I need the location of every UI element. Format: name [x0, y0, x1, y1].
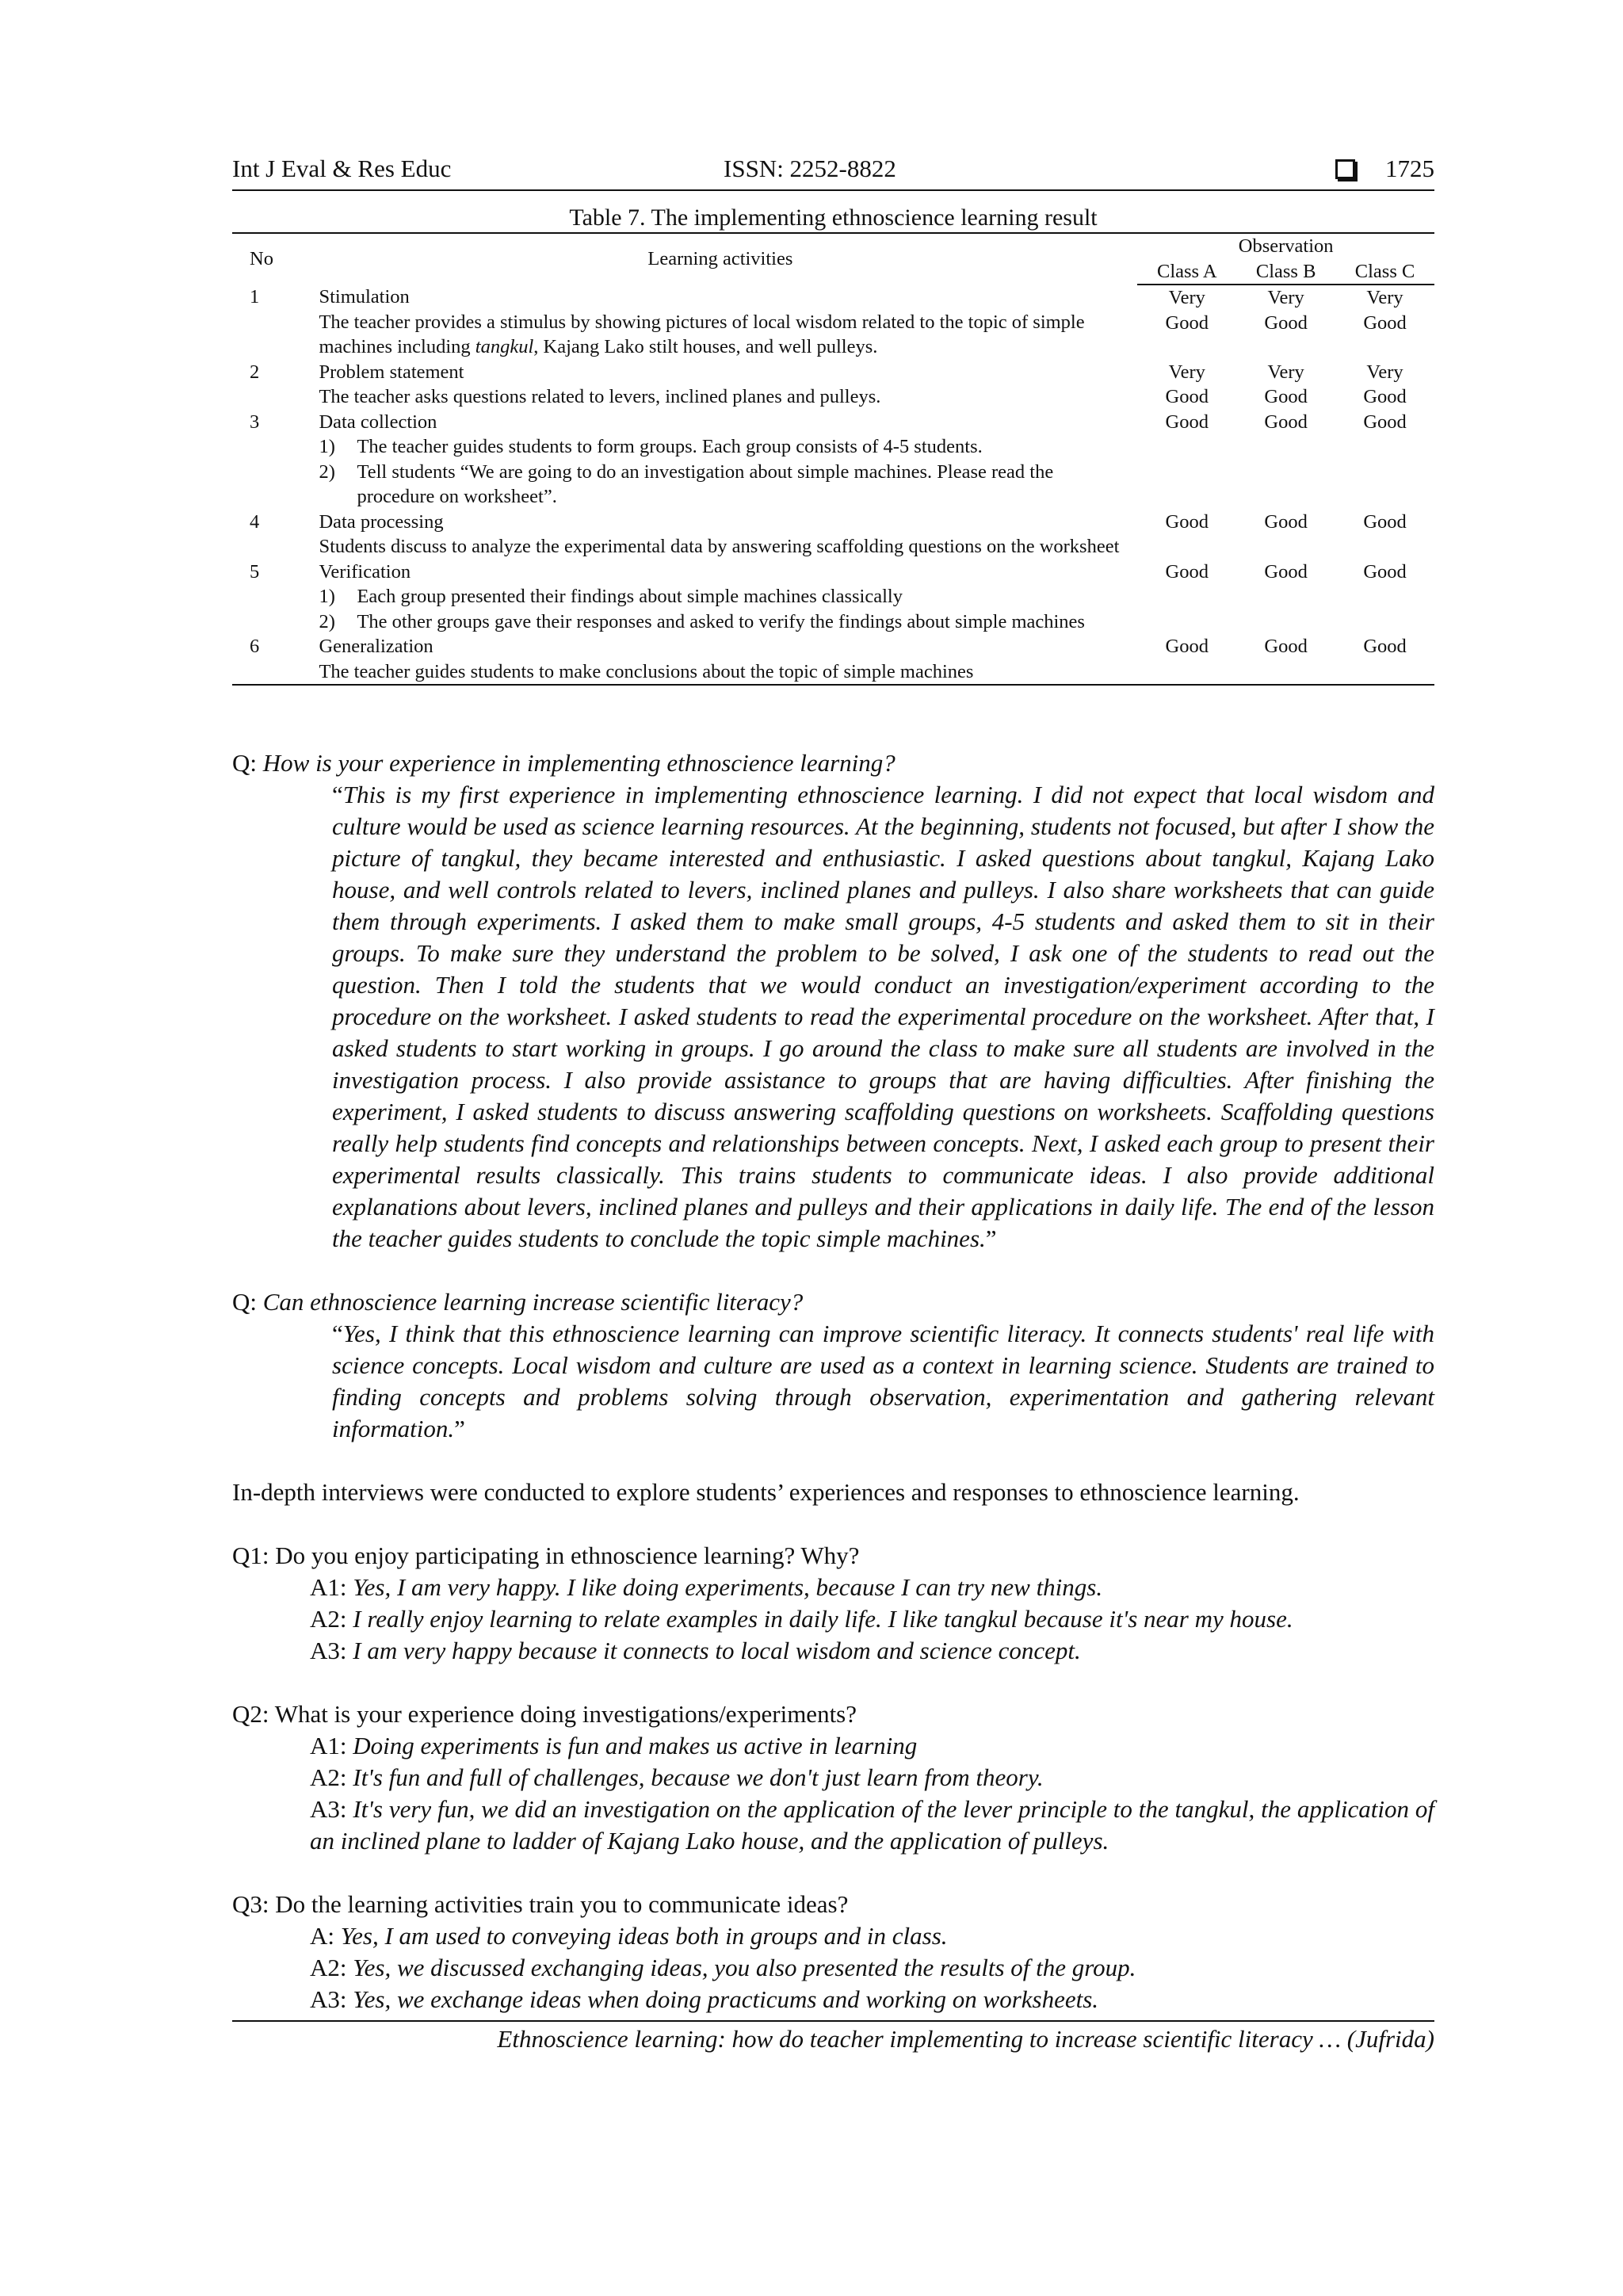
question: Q3: Do the learning activities train you to communicate ideas? [232, 1890, 849, 1918]
table-row [232, 285, 1434, 360]
question: Q2: What is your experience doing investigations/experiments? [232, 1700, 857, 1728]
issn: ISSN: 2252-8822 [724, 155, 896, 182]
teacher-answer: “This is my first experience in implementing ethnoscience learning. I did not expect that local wisdom and culture would be used as science learning resources. At the beginning, students not focused, but after I show the picture of tangkul, they became interested and enthusiastic. I asked questions about tangkul, Kajang Lako house, and well controls related to levers, inclined planes and pulleys. I also share worksheets that can guide them through experiments. I asked them to make small groups, 4-5 students and asked them to sit in their groups. To make sure they understand the problem to be solved, I ask one of the students to read out the question. Then I told the students that we would conduct an investigation/experiment according to the procedure on the worksheet. I asked students to read the experimental procedure on the worksheet. After that, I asked students to start working in groups. I go around the class to make sure all students are involved in the investigation process. I also provide assistance to groups that are having difficulties. After finishing the experiment, I asked students to discuss answering scaffolding questions on worksheets. Scaffolding questions really help students find concepts and relationships between concepts. Next, I asked each group to present their experimental results classically. This trains students to communicate ideas. I also provide additional explanations about levers, inclined planes and pulleys and their applications in daily life. The end of the lesson the teacher guides students to conclude the topic simple machines.” [332, 781, 1434, 1252]
answer: A3: I am very happy because it connects to local wisdom and science concept. [310, 1637, 1081, 1664]
row-title: Problem statement [319, 361, 464, 383]
results-table [232, 232, 1434, 686]
list-item: 2) Tell students “We are going to do an investigation about simple machines. Please read the procedure on worksheet”. [319, 460, 1054, 507]
row-no: 5 [250, 560, 260, 583]
question: Q1: Do you enjoy participating in ethnoscience learning? Why? [232, 1541, 860, 1569]
header-class-c: Class C [1335, 259, 1434, 285]
running-footer: Ethnoscience learning: how do teacher implementing to increase scientific literacy … (Jufrida) [497, 2025, 1434, 2053]
row-description: Students discuss to analyze the experimental data by answering scaffolding questions on the worksheet [319, 536, 1120, 557]
row-title: Data collection [319, 411, 437, 433]
class-a-rating: Good [1165, 510, 1209, 533]
student-question-block [232, 1540, 1434, 1667]
row-no: 6 [232, 634, 319, 685]
answer: A1: Doing experiments is fun and makes us active in learning [310, 1732, 918, 1759]
running-header [232, 155, 1434, 189]
row-title: Verification [319, 560, 411, 583]
journal-name: Int J Eval & Res Educ [232, 155, 452, 182]
table-caption: Table 7. The implementing ethnoscience learning result [569, 204, 1098, 231]
header-class-a: Class A [1137, 259, 1236, 285]
class-b-rating: Very Good [1264, 361, 1308, 407]
row-description: The teacher asks questions related to levers, inclined planes and pulleys. [319, 386, 881, 407]
teacher-interview [232, 747, 1434, 2015]
list-item: 1) Each group presented their findings about simple machines classically [319, 586, 903, 607]
class-c-rating: Very Good [1363, 287, 1407, 334]
class-c-rating: Good [1363, 510, 1407, 533]
class-a-rating: Very Good [1165, 287, 1209, 334]
header-class-b: Class B [1236, 259, 1335, 285]
table-row [232, 510, 1434, 560]
class-a-rating: Good [1165, 560, 1209, 583]
row-no: 2 [250, 361, 260, 383]
answer: A2: I really enjoy learning to relate examples in daily life. I like tangkul because it's near my house. [310, 1605, 1293, 1633]
footer-rule [232, 2020, 1434, 2022]
class-c-rating: Good [1363, 411, 1407, 433]
student-question-block [232, 1889, 1434, 2015]
page-number: 1725 [1385, 155, 1434, 182]
row-title: Generalization [319, 636, 433, 657]
class-c-rating: Good [1335, 634, 1434, 685]
header-observation: Observation [1137, 233, 1434, 259]
row-title: Data processing [319, 510, 444, 533]
header-no: No [232, 233, 319, 285]
row-title: Stimulation [319, 286, 410, 308]
teacher-answer: “Yes, I think that this ethnoscience learning can improve scientific literacy. It connects students' real life with science concepts. Local wisdom and culture are used as a context in learning science. Students are trained to finding concepts and problems solving through observation, experimentation and gathering relevant information.” [332, 1320, 1434, 1442]
class-b-rating: Good [1264, 560, 1308, 583]
class-a-rating: Good [1137, 634, 1236, 685]
student-question-block [232, 1698, 1434, 1857]
question: Q: How is your experience in implementing ethnoscience learning? [232, 749, 896, 777]
table-row [232, 410, 1434, 510]
header-rule [232, 189, 1434, 191]
answer: A: Yes, I am used to conveying ideas both in groups and in class. [310, 1922, 948, 1950]
class-b-rating: Very Good [1264, 287, 1308, 334]
question: Q: Can ethnoscience learning increase scientific literacy? [232, 1288, 804, 1316]
paper-page [232, 155, 1434, 2053]
answer: A1: Yes, I am very happy. I like doing experiments, because I can try new things. [310, 1573, 1103, 1601]
row-description: The teacher provides a stimulus by showing pictures of local wisdom related to the topic of simple machines including tangkul, Kajang Lako stilt houses, and well pulleys. [319, 311, 1085, 357]
class-b-rating: Good [1264, 411, 1308, 433]
class-b-rating: Good [1236, 634, 1335, 685]
list-item: 2) The other groups gave their responses and asked to verify the findings about simple machines [319, 610, 1085, 632]
paragraph: In-depth interviews were conducted to explore students’ experiences and responses to ethnoscience learning. [232, 1478, 1300, 1506]
table-row [232, 560, 1434, 635]
answer: A3: It's very fun, we did an investigation on the application of the lever principle to the tangkul, the application of an inclined plane to ladder of Kajang Lako house, and the application of pulleys. [310, 1795, 1435, 1855]
table-row [232, 360, 1434, 410]
class-a-rating: Very Good [1165, 361, 1209, 407]
class-c-rating: Good [1363, 560, 1407, 583]
row-no: 1 [250, 286, 260, 308]
list-item: 1) The teacher guides students to form groups. Each group consists of 4-5 students. [319, 436, 983, 457]
row-no: 4 [250, 510, 260, 533]
table-row [232, 634, 1434, 685]
row-description: The teacher guides students to make conclusions about the topic of simple machines [319, 660, 974, 682]
square-box-icon [1335, 159, 1355, 179]
class-b-rating: Good [1264, 510, 1308, 533]
class-a-rating: Good [1165, 411, 1209, 433]
row-no: 3 [250, 411, 260, 433]
answer: A3: Yes, we exchange ideas when doing practicums and working on worksheets. [310, 1985, 1099, 2013]
class-c-rating: Very Good [1363, 361, 1407, 407]
answer: A2: It's fun and full of challenges, because we don't just learn from theory. [310, 1763, 1044, 1791]
answer: A2: Yes, we discussed exchanging ideas, you also presented the results of the group. [310, 1954, 1136, 1981]
header-activities: Learning activities [319, 233, 1137, 285]
